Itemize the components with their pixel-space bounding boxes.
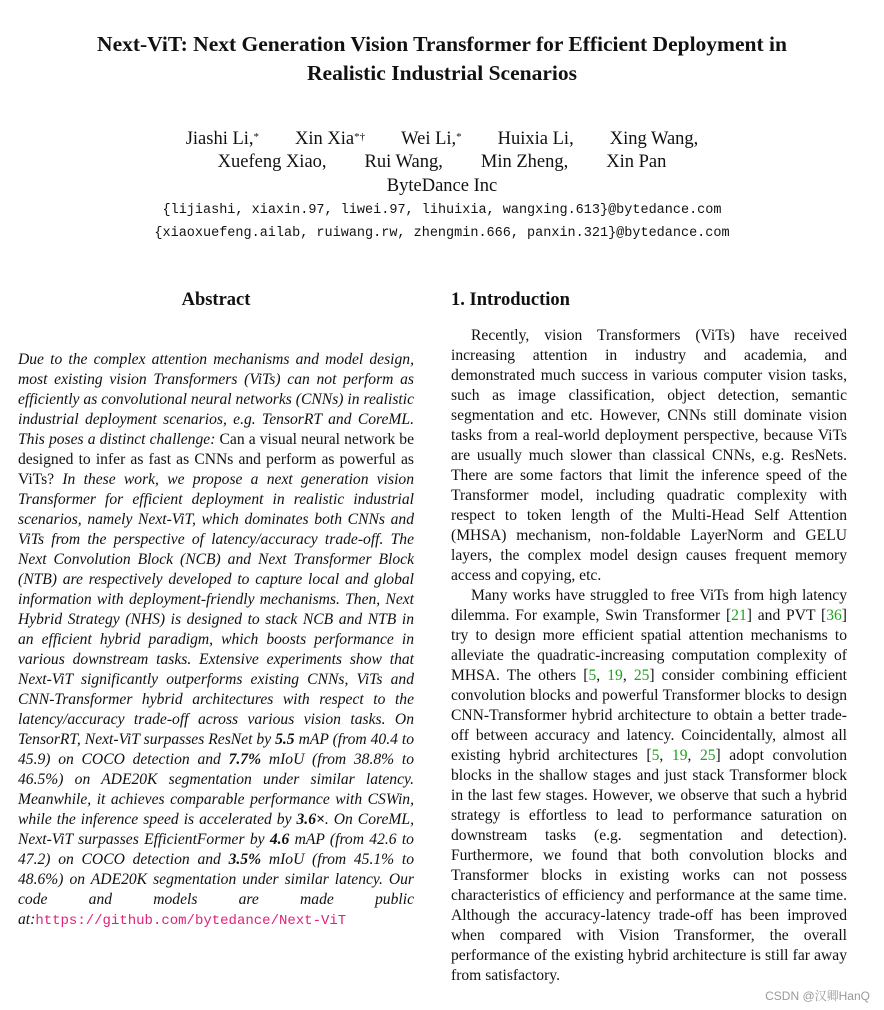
paper-title [0,30,884,88]
watermark: CSDN @汉卿HanQ [765,989,870,1003]
author: Xin Pan [606,152,667,172]
citation-link[interactable]: 25 [699,747,716,764]
author: Wei Li,* [401,129,462,149]
email-line-2: {xiaoxuefeng.ailab, ruiwang.rw, zhengmin.666, panxin.321}@bytedance.com [154,226,730,241]
introduction-column [451,288,847,986]
intro-paragraph-1: Recently, vision Transformers (ViTs) have received increasing attention in industry and academia, and demonstrated much success in various computer vision tasks, such as image classification, object detection, semantic segmentation and etc. However, CNNs still dominate vision tasks from a real-world deployment perspective, because ViTs are usually much slower than classical CNNs, e.g. ResNets. There are some factors that limit the inference speed of the Transformer model, including quadratic complexity with respect to token length of the Multi-Head Self Attention (MHSA) mechanism, non-foldable LayerNorm and GELU layers, the complex model design causes frequent memory access and copying, etc. [451,327,847,584]
author-list-row-2 [0,151,884,173]
citation-link[interactable]: 36 [826,607,842,624]
intro-paragraph-2: Many works have struggled to free ViTs from high latency dilemma. For example, Swin Transformer [21] and PVT [36] try to design more efficient spatial attention mechanisms to alleviate the quadratic-increasing computation complexity of MHSA. The others [5, 19, 25] consider combining efficient convolution blocks and powerful Transformer blocks to design CNN-Transformer hybrid architecture to obtain a better trade-off between accuracy and latency. Coincidentally, almost all existing hybrid architectures [5, 19, 25] adopt convolution blocks in the shallow stages and just stack Transformer block in the last few stages. However, we observe that such a hybrid strategy is effortless to lead to performance saturation on downstream tasks (e.g. segmentation and detection). Furthermore, we found that both convolution blocks and Transformer blocks in existing works can not possess characteristics of efficiency and performance at the same time. Although the accuracy-latency trade-off has been improved when compared with Vision Transformer, the overall performance of the existing hybrid architecture is still far away from satisfactory. [451,587,848,984]
citation-link[interactable]: 5 [651,747,660,764]
author: Rui Wang, [364,152,443,172]
author-list-row-1 [0,128,884,150]
author: Xin Xia*† [295,129,366,149]
author: Huixia Li, [497,129,574,149]
author: Min Zheng, [480,152,569,172]
title-line-1: Next-ViT: Next Generation Vision Transformer for Efficient Deployment in [97,32,787,56]
email-line-1: {lijiashi, xiaxin.97, liwei.97, lihuixia, wangxing.613}@bytedance.com [162,203,722,218]
author: Jiashi Li,* [185,129,260,149]
citation-link[interactable]: 21 [731,607,747,624]
introduction-heading: 1. Introduction [451,290,570,310]
author: Xuefeng Xiao, [217,152,327,172]
code-repo-link[interactable]: https://github.com/bytedance/Next-ViT [35,913,347,929]
abstract-heading: Abstract [181,290,251,310]
abstract-column [18,288,414,931]
citation-link[interactable]: 19 [607,667,623,684]
abstract-text: Due to the complex attention mechanisms and model design, most existing vision Transformers (ViTs) can not perform as efficiently as convolutional neural networks (CNNs) in realistic industrial deployment scenarios, e.g. TensorRT and CoreML. This poses a distinct challenge: Can a visual neural network be designed to infer as fast as CNNs and perform as powerful as ViTs? In these work, we propose a next generation vision Transformer for efficient deployment in realistic industrial scenarios, namely Next-ViT, which dominates both CNNs and ViTs from the perspective of latency/accuracy trade-off. The Next Convolution Block (NCB) and Next Transformer Block (NTB) are respectively developed to capture local and global information with deployment-friendly mechanisms. Then, Next Hybrid Strategy (NHS) is designed to stack NCB and NTB in an efficient hybrid paradigm, which boosts performance in various downstream tasks. Extensive experiments show that Next-ViT significantly outperforms existing CNNs, ViTs and CNN-Transformer hybrid architectures with respect to the latency/accuracy trade-off across various vision tasks. On TensorRT, Next-ViT surpasses ResNet by 5.5 mAP (from 40.4 to 45.9) on COCO detection and 7.7% mIoU (from 38.8% to 46.5%) on ADE20K segmentation under similar latency. Meanwhile, it achieves comparable performance with CSWin, while the inference speed is accelerated by 3.6×. On CoreML, Next-ViT surpasses EfficientFormer by 4.6 mAP (from 42.6 to 47.2) on COCO detection and 3.5% mIoU (from 45.1% to 48.6%) on ADE20K segmentation under similar latency. Our code and models are made public at:https://github.com/bytedance/Next-ViT [18,351,415,929]
citation-link[interactable]: 25 [633,667,650,684]
author: Xing Wang, [609,129,699,149]
title-line-2: Realistic Industrial Scenarios [307,61,577,85]
affiliation: ByteDance Inc [386,176,498,196]
citation-link[interactable]: 19 [671,747,688,764]
citation-link[interactable]: 5 [588,667,597,684]
